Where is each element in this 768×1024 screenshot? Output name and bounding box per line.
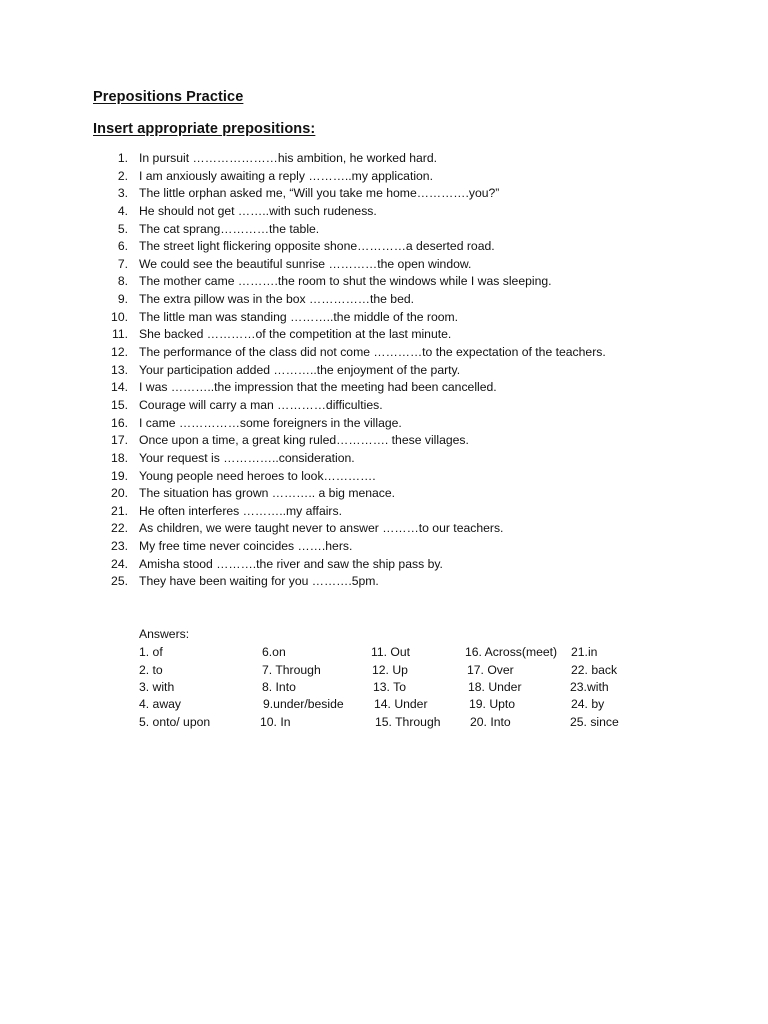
answer-cell: 15. Through	[375, 715, 441, 729]
answer-cell: 18. Under	[468, 680, 522, 694]
question-item	[108, 538, 606, 556]
question-text: I am anxiously awaiting a reply ………..my application.	[139, 168, 433, 183]
question-number: 18.	[111, 450, 128, 465]
question-text: The street light flickering opposite shone…………a deserted road.	[139, 239, 495, 254]
question-item	[108, 150, 606, 168]
question-number: 11.	[111, 327, 128, 342]
question-text: The extra pillow was in the box ……………the bed.	[139, 292, 415, 307]
question-text: The performance of the class did not come …………to the expectation of the teachers.	[139, 345, 606, 360]
question-number: 4.	[117, 203, 128, 218]
question-number: 3.	[117, 186, 128, 201]
question-number: 16.	[111, 415, 128, 430]
question-number: 2.	[117, 168, 128, 183]
answer-cell: 16. Across(meet)	[465, 645, 558, 659]
answer-cell: 7. Through	[262, 663, 321, 677]
answer-cell: 3. with	[139, 680, 175, 694]
question-number: 15.	[111, 397, 128, 412]
answer-cell: 19. Upto	[469, 697, 516, 711]
question-item	[108, 503, 606, 521]
question-item	[108, 326, 606, 344]
answer-row	[0, 696, 768, 714]
question-number: 6.	[117, 239, 128, 254]
question-text: The little man was standing ………..the middle of the room.	[139, 309, 459, 324]
question-item	[108, 238, 606, 256]
question-number: 25.	[111, 574, 128, 589]
question-number: 21.	[111, 503, 128, 518]
question-text: The little orphan asked me, “Will you take me home………….you?”	[139, 186, 500, 201]
question-text: Young people need heroes to look………….	[139, 468, 376, 483]
answer-cell: 10. In	[260, 715, 291, 729]
question-text: My free time never coincides …….hers.	[139, 539, 353, 554]
question-number: 17.	[111, 433, 128, 448]
answer-row	[0, 714, 768, 732]
question-text: She backed …………of the competition at the last minute.	[139, 327, 452, 342]
question-item	[108, 291, 606, 309]
answer-cell: 1. of	[139, 645, 163, 659]
question-item	[108, 432, 606, 450]
question-number: 12.	[111, 345, 128, 360]
question-item	[108, 556, 606, 574]
question-item	[108, 415, 606, 433]
question-number: 5.	[117, 221, 128, 236]
answer-cell: 12. Up	[372, 663, 408, 677]
question-text: We could see the beautiful sunrise …………the open window.	[139, 256, 472, 271]
question-item	[108, 344, 606, 362]
answer-cell: 25. since	[570, 715, 619, 729]
question-text: The situation has grown ……….. a big menace.	[139, 486, 396, 501]
page-title: Prepositions Practice	[93, 89, 244, 105]
question-text: The mother came ……….the room to shut the windows while I was sleeping.	[139, 274, 552, 289]
answer-cell: 17. Over	[467, 663, 514, 677]
question-item	[108, 309, 606, 327]
question-text: They have been waiting for you ……….5pm.	[139, 574, 379, 589]
answer-cell: 23.with	[570, 680, 609, 694]
question-item	[108, 168, 606, 186]
question-item	[108, 362, 606, 380]
question-number: 1.	[117, 151, 128, 165]
answer-row	[0, 644, 768, 662]
question-number: 8.	[117, 274, 128, 289]
question-text: Your participation added ………..the enjoyment of the party.	[139, 362, 461, 377]
question-number: 19.	[111, 468, 128, 483]
question-text: As children, we were taught never to answer ………to our teachers.	[139, 521, 504, 536]
answer-cell: 5. onto/ upon	[139, 715, 211, 729]
answer-cell: 9.under/beside	[263, 697, 344, 711]
answer-cell: 2. to	[139, 663, 163, 677]
answer-cell: 20. Into	[470, 715, 511, 729]
question-number: 10.	[111, 309, 128, 324]
answer-cell: 6.on	[262, 645, 286, 659]
question-item	[108, 273, 606, 291]
answers-heading: Answers:	[139, 627, 190, 641]
question-number: 23.	[111, 539, 128, 554]
question-number: 22.	[111, 521, 128, 536]
question-number: 20.	[111, 486, 128, 501]
question-item	[108, 185, 606, 203]
question-number: 7.	[117, 256, 128, 271]
answer-cell: 14. Under	[374, 697, 428, 711]
question-item	[108, 520, 606, 538]
answer-cell: 4. away	[139, 697, 182, 711]
answer-cell: 13. To	[373, 680, 406, 694]
question-text: The cat sprang…………the table.	[139, 221, 320, 236]
question-number: 13.	[111, 362, 128, 377]
question-number: 9.	[117, 292, 128, 307]
instructions-heading: Insert appropriate prepositions:	[93, 121, 316, 137]
question-text: Courage will carry a man …………difficulties.	[139, 397, 383, 412]
question-item	[108, 397, 606, 415]
question-item	[108, 256, 606, 274]
question-text: He often interferes ………..my affairs.	[139, 503, 342, 518]
answer-cell: 11. Out	[371, 645, 411, 659]
answer-cell: 24. by	[571, 697, 605, 711]
question-text: I was ………..the impression that the meeting had been cancelled.	[139, 380, 497, 395]
question-text: Your request is …………..consideration.	[139, 450, 355, 465]
question-item	[108, 468, 606, 486]
answer-row	[0, 679, 768, 697]
question-text: Amisha stood ……….the river and saw the ship pass by.	[139, 556, 443, 571]
answer-cell: 22. back	[571, 663, 618, 677]
question-text: Once upon a time, a great king ruled…………. these villages.	[139, 433, 469, 448]
question-text: In pursuit …………………his ambition, he worked hard.	[139, 151, 438, 165]
answer-cell: 8. Into	[262, 680, 296, 694]
question-item	[108, 485, 606, 503]
question-item	[108, 379, 606, 397]
question-text: He should not get ……..with such rudeness.	[139, 203, 377, 218]
question-item	[108, 221, 606, 239]
question-text: I came ……………some foreigners in the village.	[139, 415, 402, 430]
question-list	[108, 150, 606, 591]
answer-cell: 21.in	[571, 645, 598, 659]
question-item	[108, 450, 606, 468]
question-number: 24.	[111, 556, 128, 571]
answer-row	[0, 662, 768, 680]
question-number: 14.	[111, 380, 128, 395]
question-item	[108, 203, 606, 221]
question-item	[108, 573, 606, 591]
